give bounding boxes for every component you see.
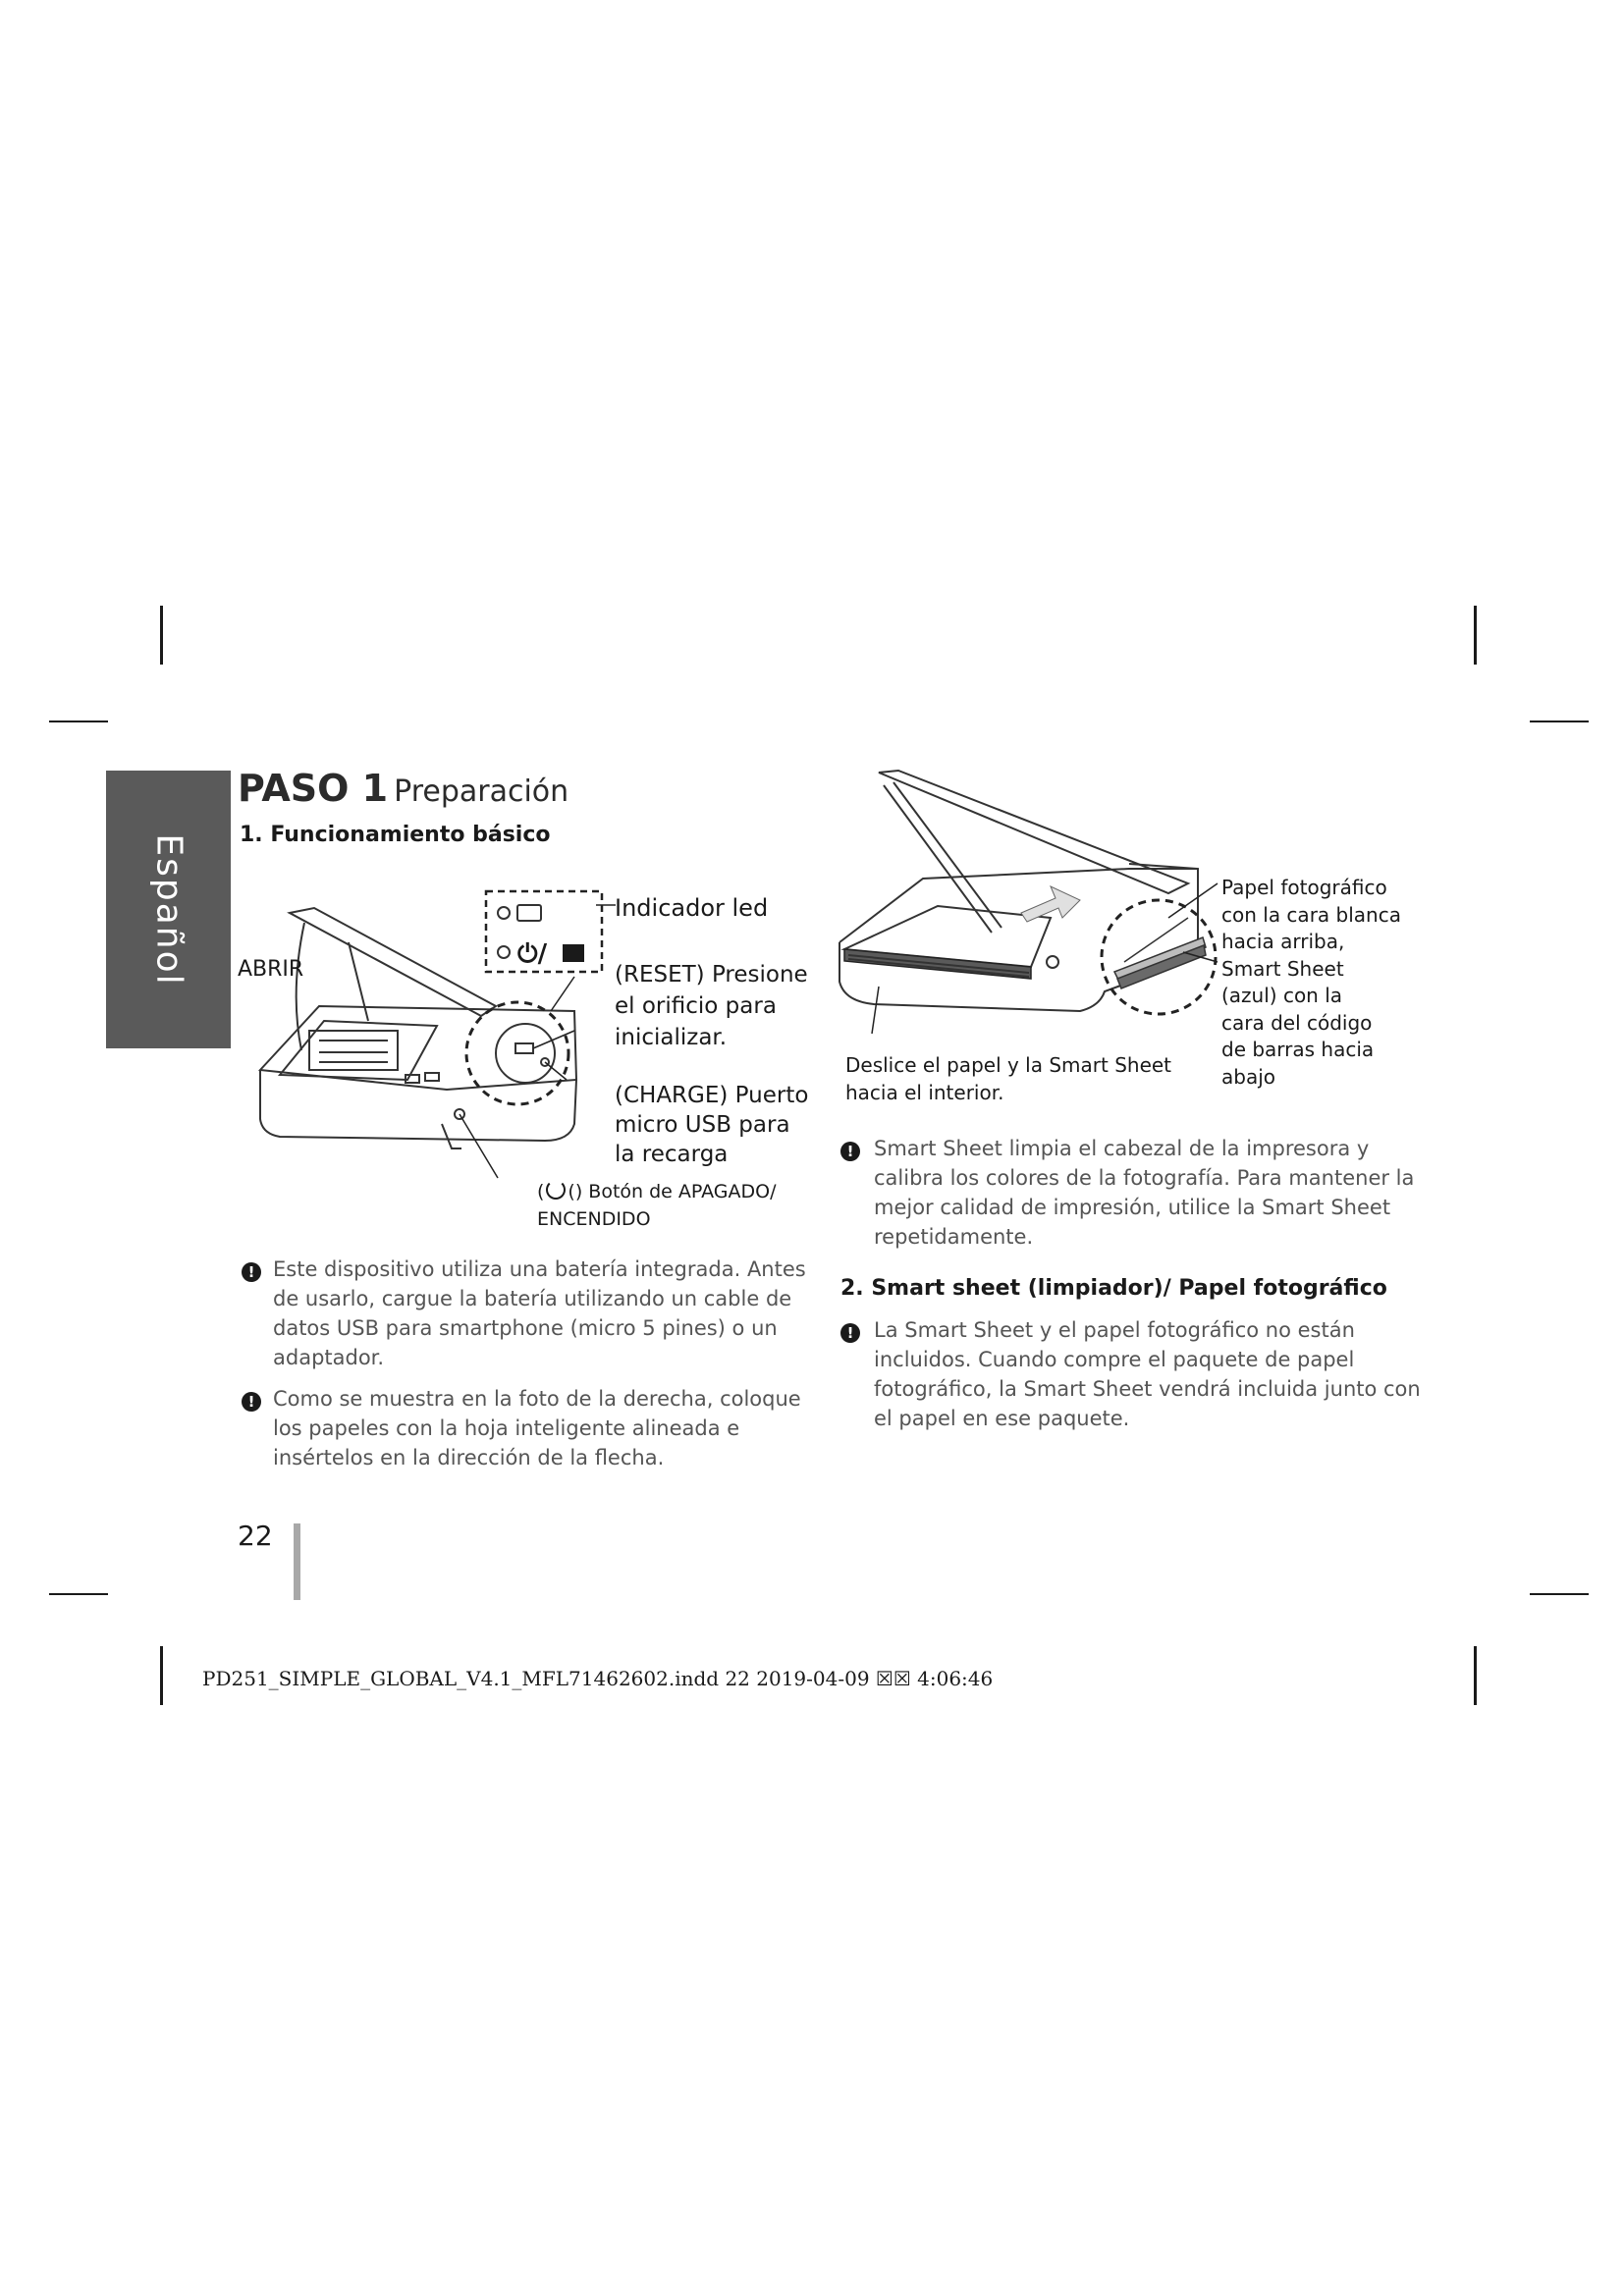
print-slug: PD251_SIMPLE_GLOBAL_V4.1_MFL71462602.indd 22 2019-04-09 ☒☒ 4:06:46 [202,1667,994,1690]
note-icon: ! [242,1262,261,1282]
crop-mark [1474,606,1477,665]
crop-mark [1530,721,1589,722]
crop-mark [1474,1646,1477,1705]
crop-mark [1530,1593,1589,1595]
section2-heading: 2. Smart sheet (limpiador)/ Papel fotográfico [840,1276,1387,1301]
page-number: 22 [238,1520,273,1552]
note-icon: ! [840,1142,860,1161]
crop-mark [160,606,163,665]
crop-mark [49,1593,108,1595]
led-indicator-label: Indicador led [615,894,769,922]
section1-heading: 1. Funcionamiento básico [240,823,551,847]
page-number-bar [294,1523,300,1600]
svg-text:⏻/: ⏻/ [517,939,548,969]
photo-paper-label: Papel fotográfico con la cara blanca hacia arriba, Smart Sheet (azul) con la cara del código de barras hacia abajo [1221,876,1401,1089]
abrir-label: ABRIR [238,957,304,982]
printer-illustration [250,883,623,1168]
note-icon: ! [242,1392,261,1412]
language-label: Español [148,832,189,987]
page-title [238,767,568,810]
note-battery: Este dispositivo utiliza una batería integrada. Antes de usarlo, cargue la batería utilizando un cable de datos USB para smartphone (micro 5 pines) o un adaptador. [273,1257,806,1369]
power-button-label: ( () Botón de APAGADO/ ENCENDIDO [537,1181,777,1230]
language-tab [106,771,231,1048]
crop-mark [160,1646,163,1705]
step-label: PASO 1 [238,767,389,810]
step-subtitle: Preparación [394,774,569,809]
note-paper-insert: Como se muestra en la foto de la derecha, coloque los papeles con la hoja inteligente alineada e insértelos en la dirección de la flecha. [273,1387,801,1469]
charge-label: (CHARGE) Puerto micro USB para la recarga [615,1083,809,1167]
note-icon: ! [840,1323,860,1343]
note-not-included: La Smart Sheet y el papel fotográfico no están incluidos. Cuando compre el paquete de papel fotográfico, la Smart Sheet vendrá incluida junto con el papel en ese paquete. [874,1318,1421,1430]
power-icon [546,1180,566,1200]
crop-mark [49,721,108,722]
reset-label: (RESET) Presione el orificio para inicializar. [615,962,808,1050]
slide-paper-label: Deslice el papel y la Smart Sheet hacia el interior. [845,1053,1172,1104]
paper-insertion-illustration [835,771,1218,1055]
note-smart-sheet: Smart Sheet limpia el cabezal de la impresora y calibra los colores de la fotografía. Para mantener la mejor calidad de impresión, utilice la Smart Sheet repetidamente. [874,1137,1415,1249]
